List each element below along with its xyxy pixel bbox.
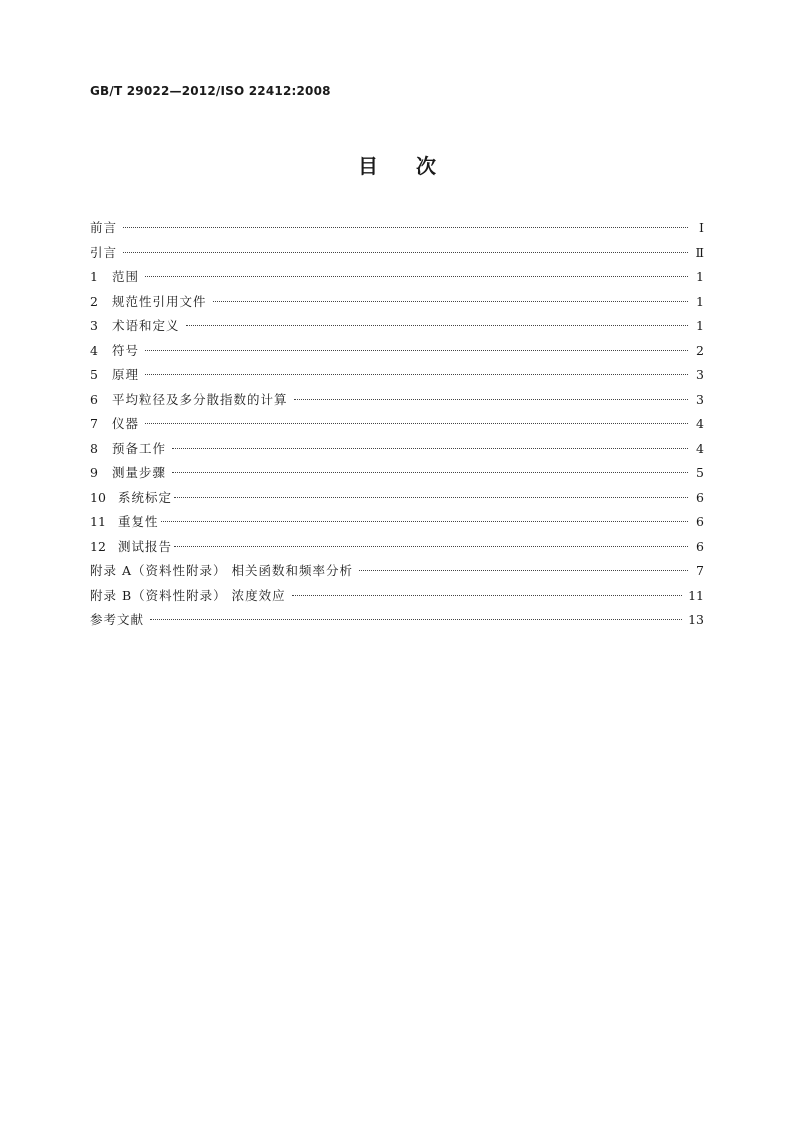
toc-entry-label: 前言	[90, 220, 118, 235]
toc-entry-page: 11	[688, 587, 704, 603]
toc-entry-number: 9	[90, 465, 98, 480]
toc-entry-number: 2	[90, 293, 98, 309]
toc-entry-7[interactable]	[90, 412, 704, 437]
toc-entry-page: 1	[696, 293, 704, 309]
toc-entry-number: 7	[90, 416, 98, 431]
toc-entry-number: 1	[90, 269, 98, 284]
toc-leader-dots	[172, 471, 688, 473]
toc-entry-number: 12	[90, 538, 106, 554]
toc-leader-dots	[174, 545, 688, 547]
toc-entry-label: 附录 B（资料性附录） 浓度效应	[90, 587, 286, 603]
toc-entry-label: 规范性引用文件	[112, 293, 207, 309]
toc-entry-number: 10	[90, 489, 106, 505]
toc-leader-dots	[186, 324, 688, 326]
toc-entry-page: 13	[688, 612, 704, 627]
toc-entry-label: 测试报告	[118, 538, 173, 554]
toc-entry-label: 原理	[112, 367, 140, 382]
toc-leader-dots	[294, 398, 688, 400]
toc-leader-dots	[145, 422, 688, 424]
toc-entry-label: 附录 A（资料性附录） 相关函数和频率分析	[90, 563, 353, 578]
toc-leader-dots	[359, 569, 688, 571]
toc-leader-dots	[145, 275, 688, 277]
toc-entry-page: 6	[696, 538, 704, 554]
toc-entry-label: 测量步骤	[112, 465, 167, 480]
page-title: 目次	[358, 154, 474, 178]
toc-entry-label: 符号	[112, 342, 140, 358]
toc-entry-5[interactable]	[90, 363, 704, 388]
toc-entry-8[interactable]	[90, 437, 704, 462]
toc-entry-label: 系统标定	[118, 489, 173, 505]
toc-entry-3[interactable]	[90, 314, 704, 339]
toc-entry-number: 5	[90, 367, 98, 382]
toc-entry-page: 3	[696, 391, 704, 407]
toc-entry-page: 3	[696, 367, 704, 382]
toc-leader-dots	[172, 447, 688, 449]
toc-leader-dots	[123, 226, 688, 228]
toc-leader-dots	[161, 520, 688, 522]
toc-leader-dots	[174, 496, 688, 498]
toc-entry-page: 6	[696, 514, 704, 529]
toc-entry-number: 11	[90, 514, 106, 529]
toc-leader-dots	[145, 373, 688, 375]
toc-entry-page: 1	[696, 269, 704, 284]
table-of-contents	[90, 216, 704, 633]
toc-entry-page: 5	[696, 465, 704, 480]
toc-leader-dots	[123, 251, 688, 253]
toc-entry-number: 6	[90, 391, 98, 407]
toc-entry-label: 参考文献	[90, 612, 145, 627]
toc-leader-dots	[213, 300, 688, 302]
toc-entry-12[interactable]	[90, 535, 704, 560]
toc-entry-number: 3	[90, 318, 98, 333]
toc-entry-foreword[interactable]	[90, 216, 704, 241]
toc-entry-page: 4	[696, 440, 704, 456]
toc-entry-label: 重复性	[118, 514, 159, 529]
toc-entry-page: 1	[696, 318, 704, 333]
toc-entry-label: 预备工作	[112, 440, 167, 456]
toc-entry-number: 4	[90, 342, 98, 358]
toc-leader-dots	[150, 618, 682, 620]
toc-entry-page: 6	[696, 489, 704, 505]
toc-entry-label: 范围	[112, 269, 140, 284]
toc-entry-label: 引言	[90, 244, 118, 260]
toc-entry-label: 术语和定义	[112, 318, 180, 333]
toc-entry-label: 平均粒径及多分散指数的计算	[112, 391, 288, 407]
toc-leader-dots	[145, 349, 688, 351]
toc-entry-4[interactable]	[90, 339, 704, 364]
toc-entry-bibliography[interactable]	[90, 608, 704, 633]
toc-entry-label: 仪器	[112, 416, 140, 431]
toc-entry-annex-b[interactable]	[90, 584, 704, 609]
toc-entry-introduction[interactable]	[90, 241, 704, 266]
document-code: GB/T 29022—2012/ISO 22412:2008	[90, 84, 331, 98]
toc-entry-page: 4	[696, 416, 704, 431]
toc-entry-page: 7	[696, 563, 704, 578]
toc-entry-annex-a[interactable]	[90, 559, 704, 584]
toc-entry-9[interactable]	[90, 461, 704, 486]
toc-entry-page: Ⅰ	[699, 220, 704, 235]
toc-leader-dots	[292, 594, 682, 596]
toc-entry-2[interactable]	[90, 290, 704, 315]
toc-entry-10[interactable]	[90, 486, 704, 511]
toc-entry-11[interactable]	[90, 510, 704, 535]
toc-entry-6[interactable]	[90, 388, 704, 413]
toc-entry-page: 2	[696, 342, 704, 358]
toc-entry-1[interactable]	[90, 265, 704, 290]
toc-entry-number: 8	[90, 440, 98, 456]
toc-entry-page: Ⅱ	[695, 244, 704, 260]
